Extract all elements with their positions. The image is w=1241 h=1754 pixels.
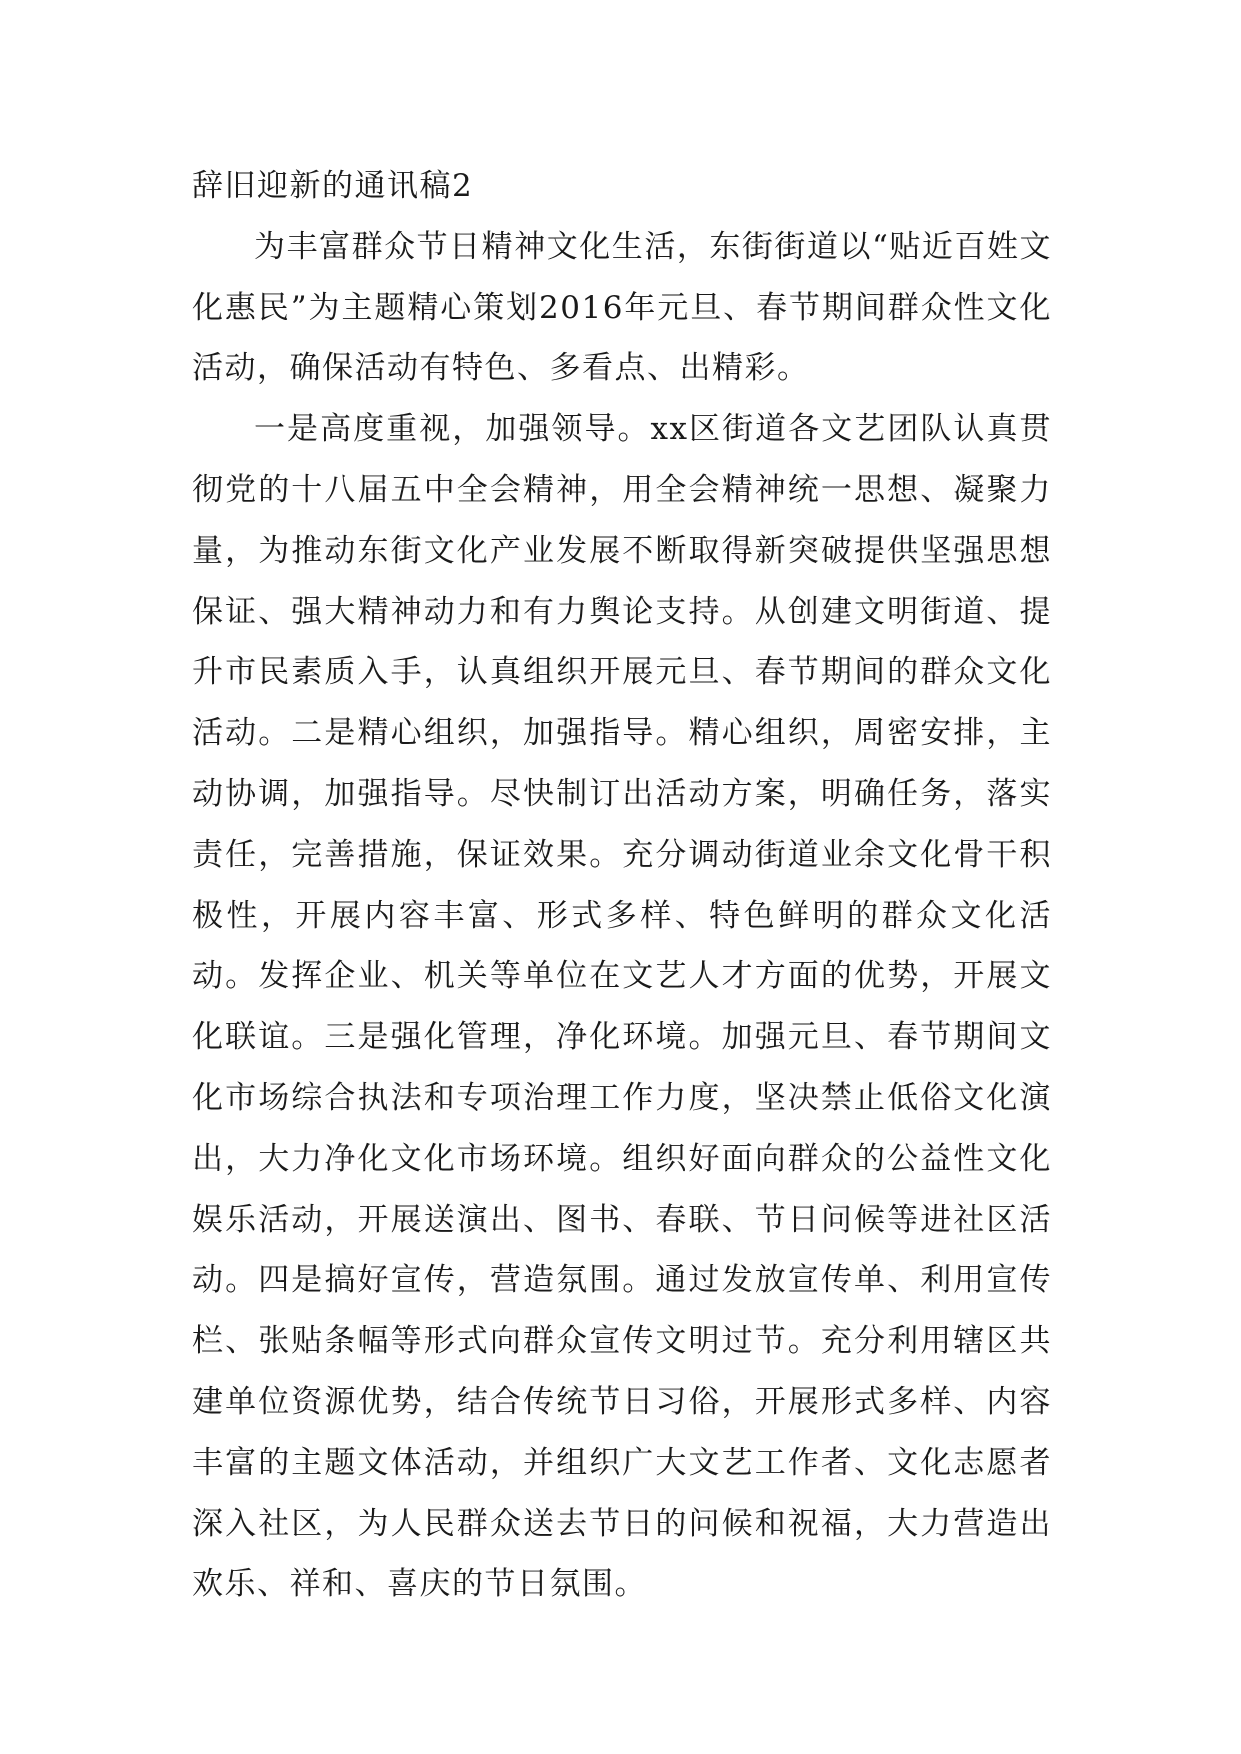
measures-paragraph: 一是高度重视，加强领导。xx区街道各文艺团队认真贯彻党的十八届五中全会精神，用全会精神统一思想、凝聚力量，为推动东街文化产业发展不断取得新突破提供坚强思想保证、强大精神动力和有力舆论支持。从创建文明街道、提升市民素质入手，认真组织开展元旦、春节期间的群众文化活动。二是精心组织，加强指导。精心组织，周密安排，主动协调，加强指导。尽快制订出活动方案，明确任务，落实责任，完善措施，保证效果。充分调动街道业余文化骨干积极性，开展内容丰富、形式多样、特色鲜明的群众文化活动。发挥企业、机关等单位在文艺人才方面的优势，开展文化联谊。三是强化管理，净化环境。加强元旦、春节期间文化市场综合执法和专项治理工作力度，坚决禁止低俗文化演出，大力净化文化市场环境。组织好面向群众的公益性文化娱乐活动，开展送演出、图书、春联、节日问候等进社区活动。四是搞好宣传，营造氛围。通过发放宣传单、利用宣传栏、张贴条幅等形式向群众宣传文明过节。充分利用辖区共建单位资源优势，结合传统节日习俗，开展形式多样、内容丰富的主题文体活动，并组织广大文艺工作者、文化志愿者深入社区，为人民群众送去节日的问候和祝福，大力营造出欢乐、祥和、喜庆的节日氛围。 xyxy=(192,411,1052,1603)
intro-paragraph: 为丰富群众节日精神文化生活，东街街道以“贴近百姓文化惠民”为主题精心策划2016年元旦、春节期间群众性文化活动，确保活动有特色、多看点、出精彩。 xyxy=(192,228,1052,387)
document-body xyxy=(192,156,1052,1615)
document-title: 辞旧迎新的通讯稿2 xyxy=(192,168,474,204)
